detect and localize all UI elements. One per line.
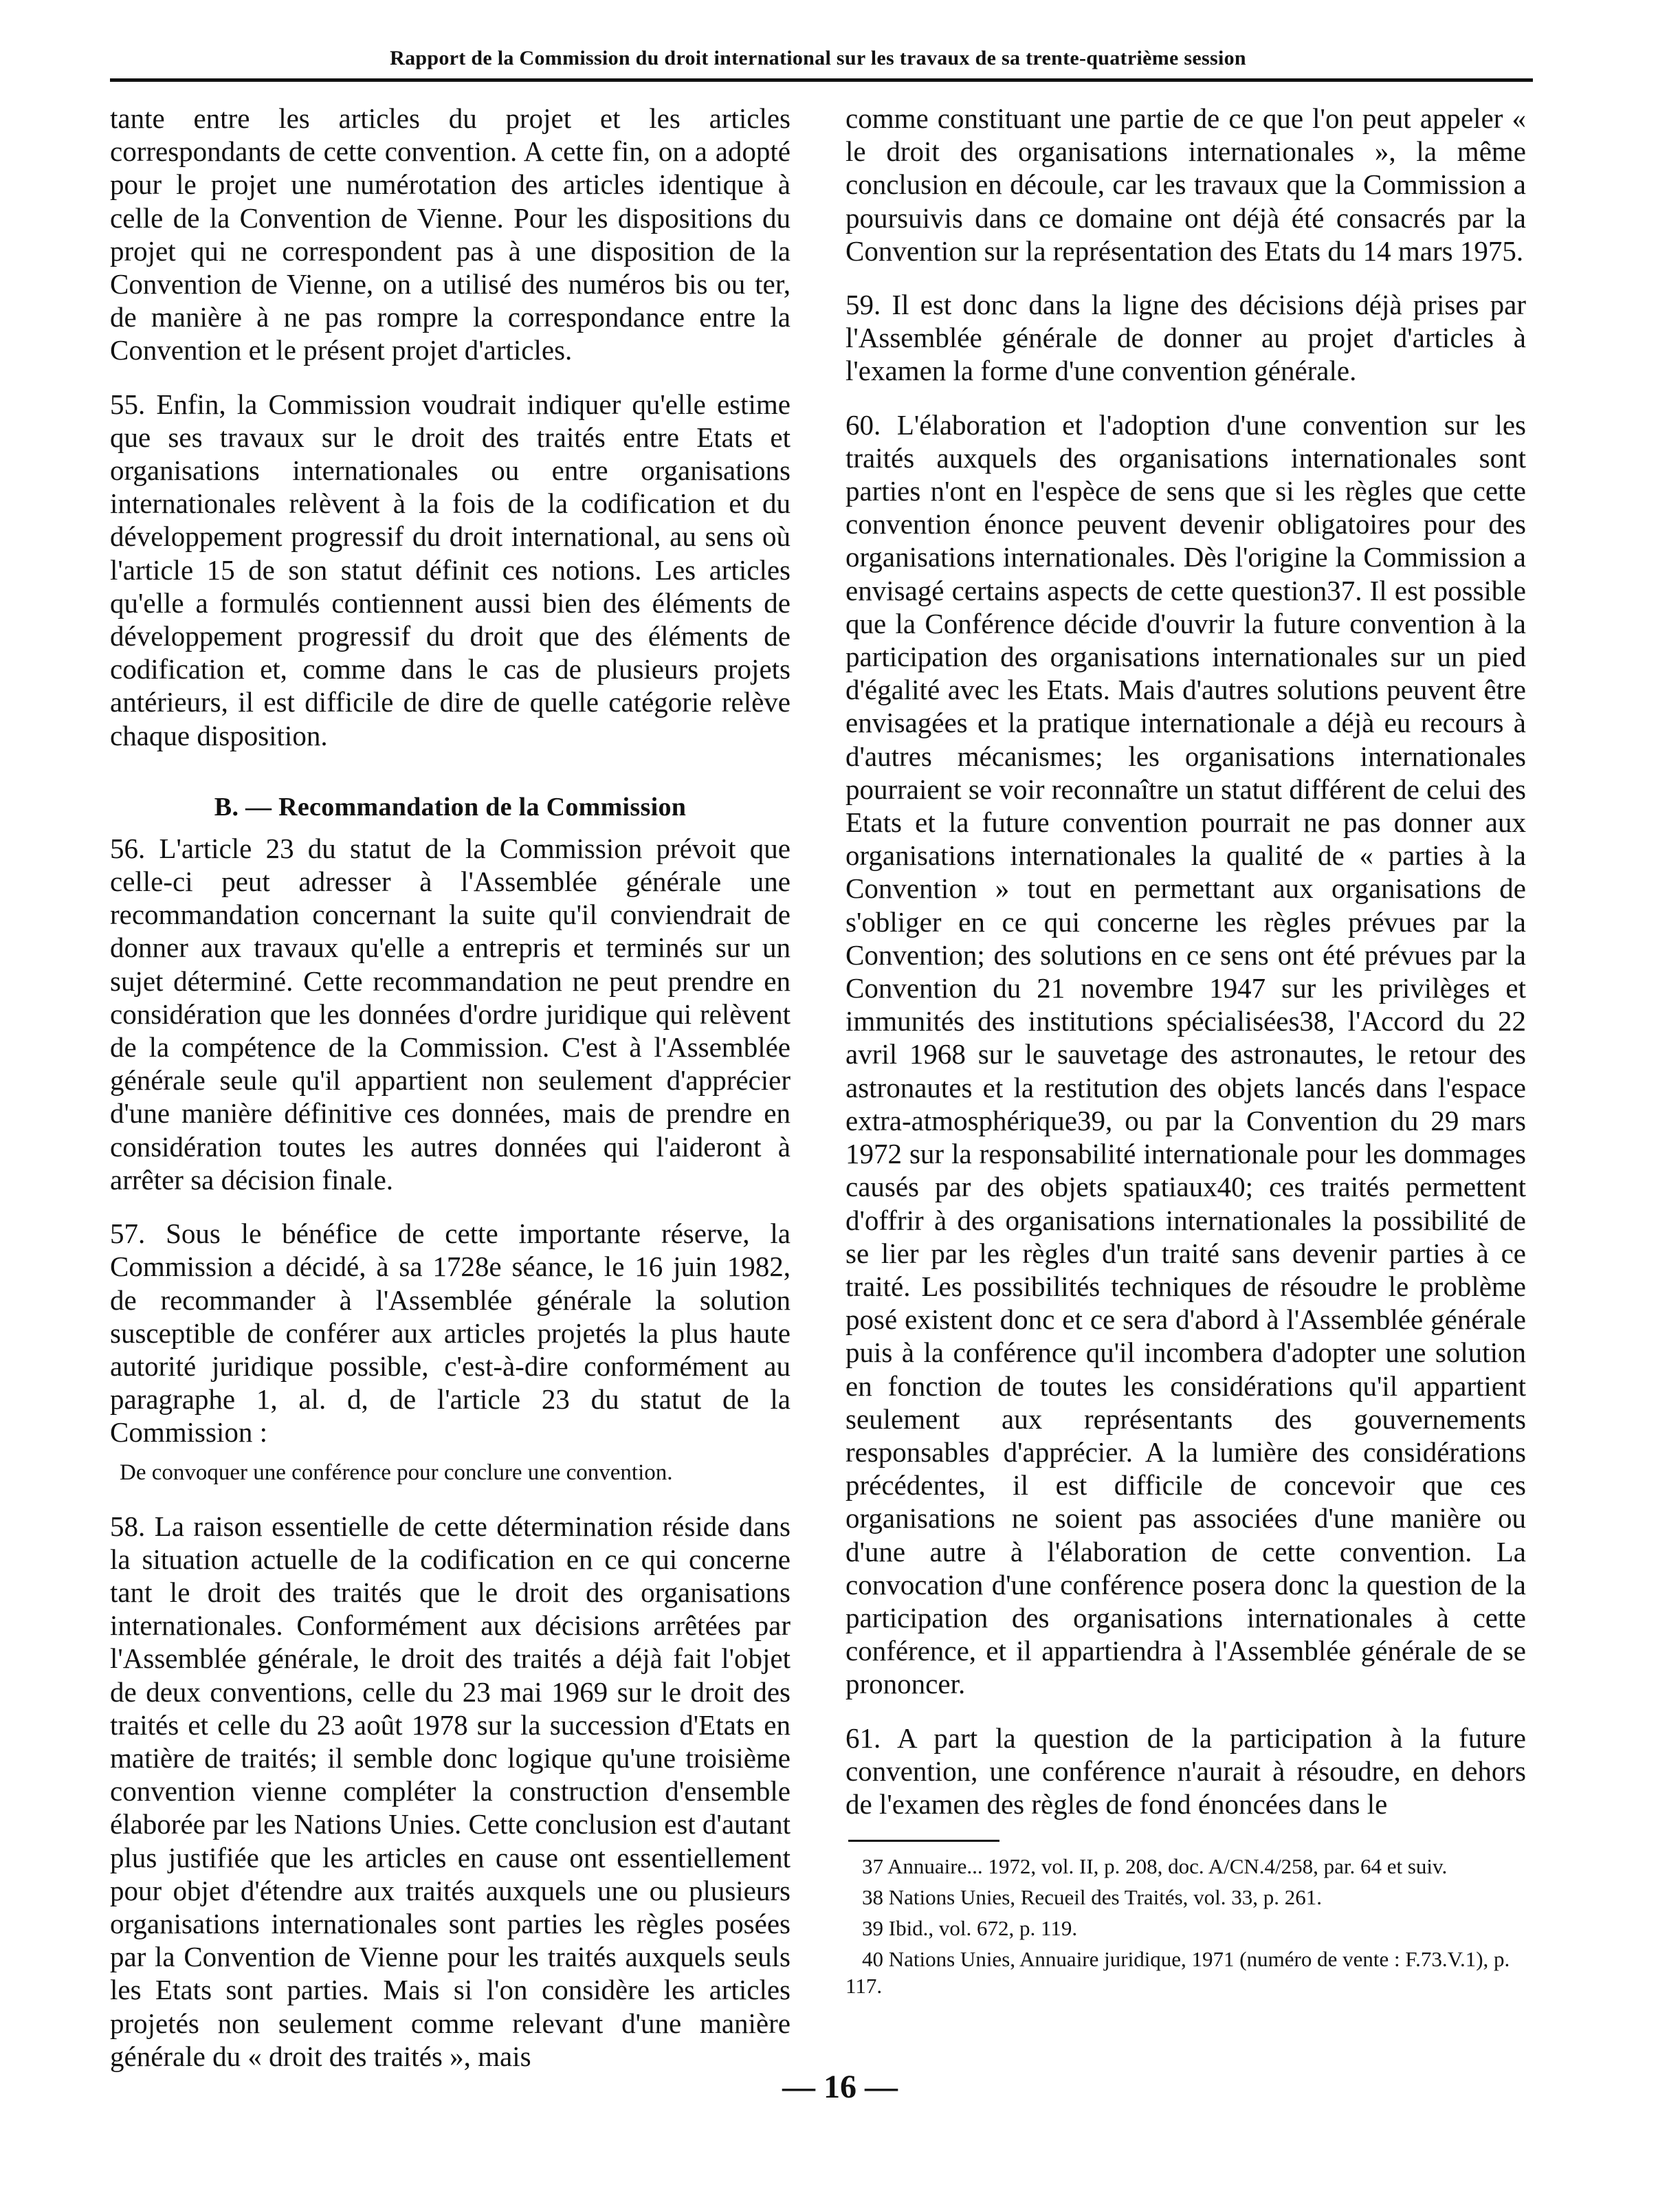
paragraph-60: 60. L'élaboration et l'adoption d'une convention sur les traités auxquels des organisations internationales sont parties n'ont en l'espèce de sens que si les règles que cette convention énonce peuvent devenir obligatoires pour des organisations internationales. Dès l'origine la Commission a envisagé certains aspects de cette question37. Il est possible que la Conférence décide d'ouvrir la future convention à la participation des organisations internationales sur un pied d'égalité avec les Etats. Mais d'autres solutions peuvent être envisagées et la pratique internationale a déjà eu recours à d'autres mécanismes; les organisations internationales pourraient se voir reconnaître un statut différent de celui des Etats et la future convention pourrait ne pas donner aux organisations internationales la qualité de « parties à la Convention » tout en permettant aux organisations de s'obliger en ce qui concerne les règles prévues par la Convention; des solutions en ce sens ont été prévues par la Convention du 21 novembre 1947 sur les privilèges et immunités des institutions spécialisées38, l'Accord du 22 avril 1968 sur le sauvetage des astronautes, le retour des astronautes et la restitution des objets lancés dans l'espace extra-atmosphérique39, ou par la Convention du 29 mars 1972 sur la responsabilité internationale pour les dommages causés par des objets spatiaux40; ces traités permettent d'offrir à des organisations internationales la possibilité de se lier par les règles d'un traité sans devenir parties à ce traité. Les possibilités techniques de résoudre le problème posé existent donc et ce sera d'abord à l'Assemblée générale puis à la conférence qu'il incombera d'adopter une solution en fonction de toutes les considérations qu'il appartient seulement aux représentants des gouvernements responsables d'apprécier. A la lumière des considérations précédentes, il est difficile de concevoir que ces organisations ne soient pas associées d'une manière ou d'une autre à l'élaboration de cette convention. La convocation d'une conférence posera donc la question de la participation des organisations internationales à cette conférence, et il appartiendra à l'Assemblée générale de se prononcer.	[845, 408, 1526, 1700]
header-rule	[110, 78, 1533, 82]
section-b-title: B. — Recommandation de la Commission	[214, 792, 687, 822]
footnote-38: 38 Nations Unies, Recueil des Traités, vol. 33, p. 261.	[862, 1885, 1323, 1910]
paragraph-55: 55. Enfin, la Commission voudrait indiquer qu'elle estime que ses travaux sur le droit des traités entre Etats et organisations internationales ou entre organisations internationales relèvent à la fois de la codification et du développement progressif du droit international, au sens où l'article 15 de son statut définit ces notions. Les articles qu'elle a formulés contiennent aussi bien des éléments de développement progressif du droit que des éléments de codification et, comme dans le cas de plusieurs projets antérieurs, il est difficile de dire de quelle catégorie relève chaque disposition.	[110, 388, 791, 751]
footnote-39: 39 Ibid., vol. 672, p. 119.	[862, 1916, 1078, 1941]
page-number: — 16 —	[782, 2069, 898, 2105]
running-header: Rapport de la Commission du droit international sur les travaux de sa trente-quatrième session	[390, 47, 1246, 69]
paragraph-56: 56. L'article 23 du statut de la Commission prévoit que celle-ci peut adresser à l'Assemblée générale une recommandation concernant la suite qu'il conviendrait de donner aux travaux qu'elle a entrepris et terminés sur un sujet déterminé. Cette recommandation ne peut prendre en considération que les données d'ordre juridique qui relèvent de la compétence de la Commission. C'est à l'Assemblée générale seule qu'il appartient non seulement d'apprécier d'une manière définitive ces données, mais de prendre en considération toutes les autres données qui l'aideront à arrêter sa décision finale.	[110, 832, 791, 1196]
footnote-rule	[848, 1840, 999, 1842]
paragraph-59: 59. Il est donc dans la ligne des décisions déjà prises par l'Assemblée générale de donner au projet d'articles à l'examen la forme d'une convention générale.	[845, 289, 1526, 387]
paragraph-57-recommendation: De convoquer une conférence pour conclure une convention.	[120, 1460, 673, 1485]
paragraph-58-continued: comme constituant une partie de ce que l'on peut appeler « le droit des organisations internationales », la même conclusion en découle, car les travaux que la Commission a poursuivis dans ce domaine ont déjà été consacrés par la Convention sur la représentation des Etats du 14 mars 1975.	[845, 102, 1526, 267]
left-column	[110, 102, 791, 2093]
footnote-37: 37 Annuaire... 1972, vol. II, p. 208, doc. A/CN.4/258, par. 64 et suiv.	[862, 1854, 1448, 1879]
paragraph-58: 58. La raison essentielle de cette détermination réside dans la situation actuelle de la codification en ce qui concerne tant le droit des traités que le droit des organisations internationales. Conformément aux décisions arrêtées par l'Assemblée générale, le droit des traités a déjà fait l'objet de deux conventions, celle du 23 mai 1969 sur le droit des traités et celle du 23 août 1978 sur la succession d'Etats en matière de traités; il semble donc logique qu'une troisième convention vienne compléter la construction d'ensemble élaborée par les Nations Unies. Cette conclusion est d'autant plus justifiée que les articles en cause ont essentiellement pour objet d'étendre aux traités auxquels une ou plusieurs organisations internationales sont parties les règles posées par la Convention de Vienne pour les traités auxquels seuls les Etats sont parties. Mais si l'on considère les articles projetés non seulement comme relevant d'une manière générale du « droit des traités », mais	[110, 1510, 791, 2072]
footnote-40: 40 Nations Unies, Annuaire juridique, 1971 (numéro de vente : F.73.V.1), p. 117.	[845, 1947, 1510, 1999]
paragraph-57: 57. Sous le bénéfice de cette importante réserve, la Commission a décidé, à sa 1728e séance, le 16 juin 1982, de recommander à l'Assemblée générale la solution susceptible de conférer aux articles projetés la plus haute autorité juridique possible, c'est-à-dire conformément au paragraphe 1, al. d, de l'article 23 du statut de la Commission :	[110, 1218, 791, 1449]
paragraph-54-continued: tante entre les articles du projet et les articles correspondants de cette convention. A cette fin, on a adopté pour le projet une numérotation des articles identique à celle de la Convention de Vienne. Pour les dispositions du projet qui ne correspondent pas à une disposition de la Convention de Vienne, on a utilisé des numéros bis ou ter, de manière à ne pas rompre la correspondance entre la Convention et le présent projet d'articles.	[110, 102, 791, 366]
right-column	[845, 102, 1526, 2003]
paragraph-61: 61. A part la question de la participation à la future convention, une conférence n'aurait à résoudre, en dehors de l'examen des règles de fond énoncées dans le	[845, 1722, 1526, 1820]
